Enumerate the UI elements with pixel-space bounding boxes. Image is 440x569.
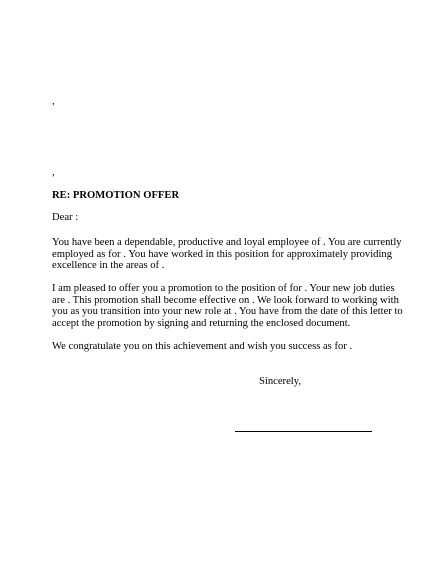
paragraph-2-line: accept the promotion by signing and returning the enclosed document. — [52, 317, 351, 329]
subject-line: RE: PROMOTION OFFER — [52, 190, 180, 201]
paragraph-3 — [52, 341, 392, 353]
paragraph-2-line: I am pleased to offer you a promotion to the position of for . Your new job duties — [52, 283, 395, 294]
closing: Sincerely, — [259, 376, 301, 387]
paragraph-2-line: you as you transition into your new role at . You have from the date of this letter to — [52, 306, 403, 317]
signature-line — [235, 431, 372, 432]
paragraph-3-line: We congratulate you on this achievement and wish you success as for . — [52, 341, 353, 352]
address-line-comma-1: , — [52, 96, 55, 107]
paragraph-1 — [52, 237, 402, 272]
paragraph-1-line: You have been a dependable, productive and loyal employee of . You are currently — [52, 237, 402, 248]
paragraph-1-line: excellence in the areas of . — [52, 260, 165, 271]
salutation: Dear : — [52, 212, 79, 223]
address-line-comma-2: , — [52, 167, 55, 178]
paragraph-2-line: are . This promotion shall become effective on . We look forward to working with — [52, 294, 399, 306]
paragraph-2 — [52, 283, 403, 329]
paragraph-1-line: employed as for . You have worked in this position for approximately providing — [52, 248, 392, 260]
